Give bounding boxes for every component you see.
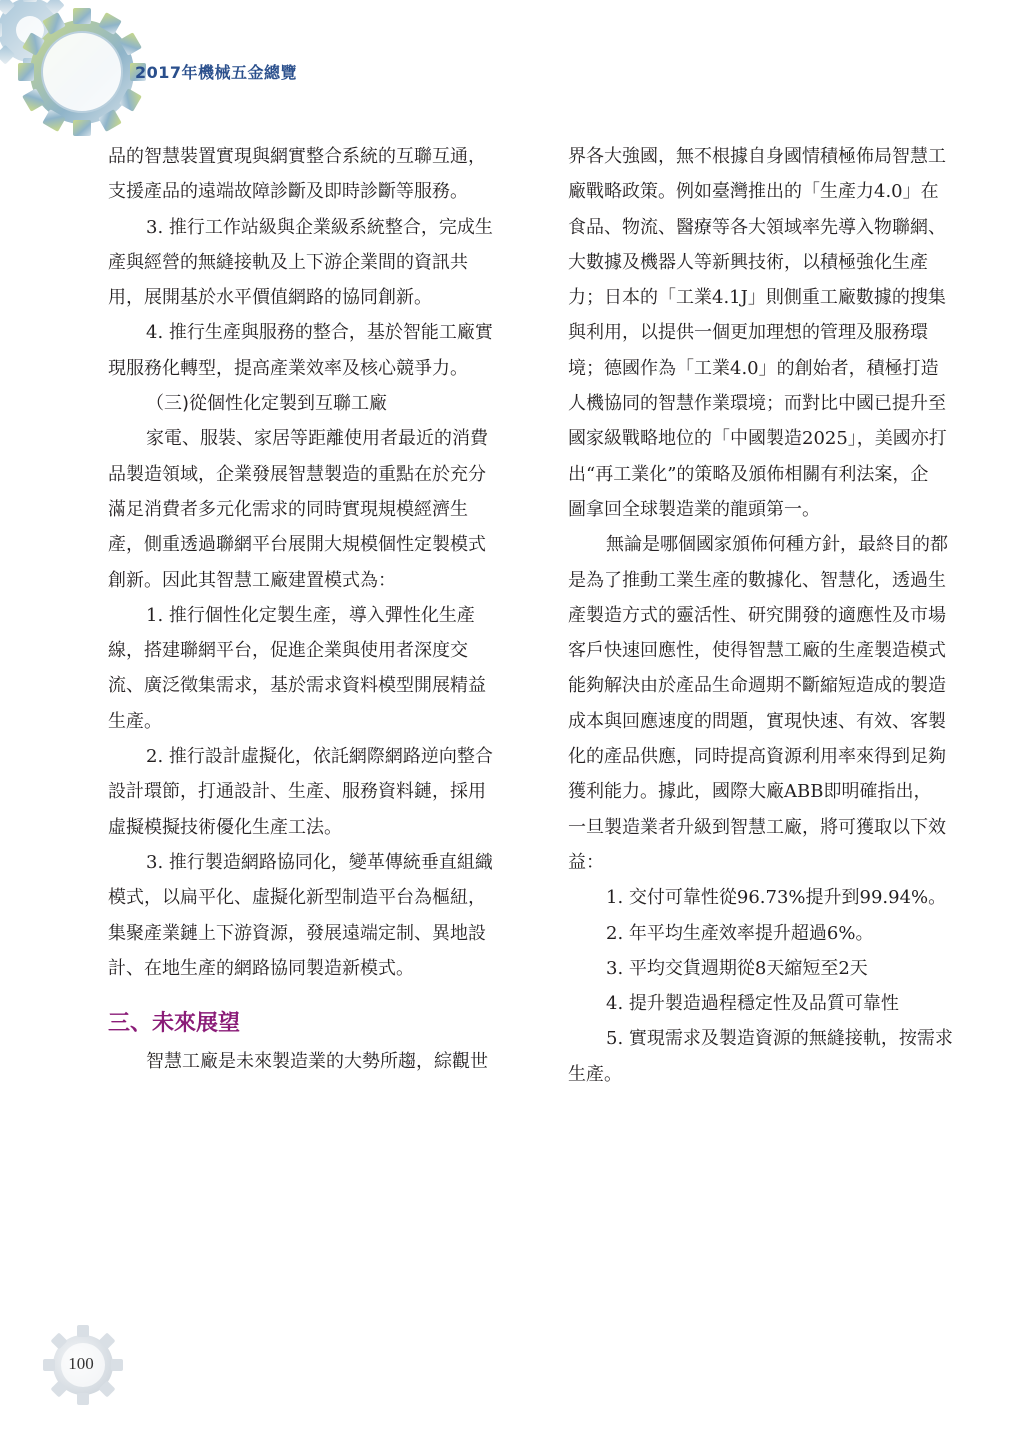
body-line: 滿足消費者多元化需求的同時實現規模經濟生 [108,498,468,520]
body-line: 廠戰略政策。例如臺灣推出的「生產力4.0」在 [568,181,939,203]
body-line: 客戶快速回應性，使得智慧工廠的生產製造模式 [568,640,946,662]
body-line: 成本與回應速度的問題，實現快速、有效、客製 [568,710,946,732]
list-item-line: 1. 交付可靠性從96.73%提升到99.94%。 [606,887,947,909]
right-column [568,139,988,1092]
body-line: 生產。 [568,1063,622,1085]
body-line: 境；德國作為「工業4.0」的創始者，積極打造 [568,357,939,379]
body-line: 大數據及機器人等新興技術，以積極強化生產 [568,251,928,273]
body-line: 集聚產業鏈上下游資源，發展遠端定制、異地設 [108,922,486,944]
body-line: 界各大強國，無不根據自身國情積極佈局智慧工 [568,146,946,167]
list-item-line: 2. 年平均生產效率提升超過6%。 [606,922,874,944]
body-line: 圖拿回全球製造業的龍頭第一。 [568,498,820,520]
body-line: 化的產品供應，同時提高資源利用率來得到足夠 [568,746,946,768]
list-item-line: 4. 推行生產與服務的整合，基於智能工廠實 [146,322,493,344]
left-column [108,139,528,1079]
body-line: 與利用，以提供一個更加理想的管理及服務環 [568,322,928,344]
body-line: 流、廣泛徵集需求，基於需求資料模型開展精益 [108,675,486,697]
body-line: 人機協同的智慧作業環境；而對比中國已提升至 [568,393,946,415]
section-heading: 三、未來展望 [108,1011,241,1037]
list-item-line: 5. 實現需求及製造資源的無縫接軌，按需求 [606,1028,953,1050]
paragraph-start-line: 無論是哪個國家頒佈何種方針，最終目的都 [606,534,948,556]
subsection-heading: （三)從個性化定製到互聯工廠 [146,393,388,415]
body-line: 產，側重透過聯網平台展開大規模個性定製模式 [108,534,486,556]
body-line: 設計環節，打通設計、生產、服務資料鏈，採用 [108,781,486,803]
list-item-line: 1. 推行個性化定製生產，導入彈性化生產 [146,604,475,626]
body-line: 品的智慧裝置實現與網實整合系統的互聯互通， [108,146,486,167]
body-line: 支援產品的遠端故障診斷及即時診斷等服務。 [108,181,468,203]
body-line: 產製造方式的靈活性、研究開發的適應性及市場 [568,604,946,626]
body-line: 一旦製造業者升級到智慧工廠，將可獲取以下效 [568,816,946,838]
body-line: 能夠解決由於產品生命週期不斷縮短造成的製造 [568,675,946,697]
body-line: 現服務化轉型，提高產業效率及核心競爭力。 [108,357,468,379]
list-item-line: 3. 推行製造網路協同化，變革傳統垂直組織 [146,851,493,873]
body-line: 產與經營的無縫接軌及上下游企業間的資訊共 [108,251,468,273]
body-line: 是為了推動工業生產的數據化、智慧化，透過生 [568,569,946,591]
body-line: 計、在地生產的網路協同製造新模式。 [108,957,414,979]
list-item-line: 3. 平均交貨週期從8天縮短至2天 [606,957,868,979]
body-line: 國家級戰略地位的「中國製造2025」，美國亦打 [568,428,947,450]
list-item-line: 3. 推行工作站級與企業級系統整合，完成生 [146,216,493,238]
paragraph-start-line: 家電、服裝、家居等距離使用者最近的消費 [146,428,488,450]
body-line: 生產。 [108,710,162,732]
paragraph-start-line: 智慧工廠是未來製造業的大勢所趨，綜觀世 [146,1051,488,1073]
body-line: 模式，以扁平化、虛擬化新型制造平台為樞紐， [108,887,486,909]
body-line: 力；日本的「工業4.1J」則側重工廠數據的搜集 [568,287,946,309]
page-header-title: 2017年機械五金總覽 [135,63,298,82]
page-number: 100 [68,1354,94,1373]
body-line: 食品、物流、醫療等各大領域率先導入物聯網、 [568,216,946,238]
body-line: 用，展開基於水平價值網路的協同創新。 [108,287,432,309]
body-line: 虛擬模擬技術優化生產工法。 [108,816,342,838]
body-line: 創新。因此其智慧工廠建置模式為： [108,569,396,591]
list-item-line: 2. 推行設計虛擬化，依託網際網路逆向整合 [146,746,493,768]
list-item-line: 4. 提升製造過程穩定性及品質可靠性 [606,993,899,1015]
body-line: 獲利能力。據此，國際大廠ABB即明確指出， [568,781,932,803]
body-line: 線，搭建聯網平台，促進企業與使用者深度交 [108,640,468,662]
body-line: 品製造領域，企業發展智慧製造的重點在於充分 [108,463,486,485]
body-line: 出“再工業化”的策略及頒佈相關有利法案，企 [568,463,929,485]
body-line: 益： [568,851,604,873]
